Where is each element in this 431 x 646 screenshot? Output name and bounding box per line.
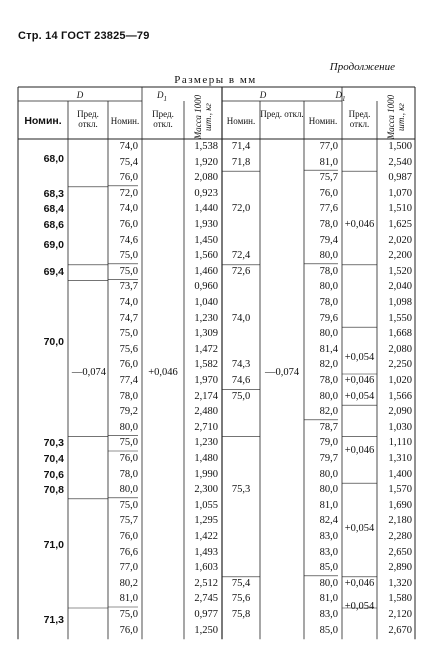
right-d1-tol: +0,054 — [344, 523, 375, 535]
left-d1-nom: 74,0 — [119, 203, 138, 215]
left-d1-nom: 72,0 — [119, 187, 138, 199]
left-d1-nom: 77,4 — [119, 375, 138, 386]
left-d-nom: 70,3 — [43, 437, 64, 450]
right-d1-nom: 80,0 — [319, 250, 338, 262]
left-mass: 2,745 — [194, 593, 218, 605]
left-d1-nom: 81,0 — [119, 593, 138, 605]
header-tol-left: Пред. откл. — [77, 109, 99, 129]
right-d1-nom: 79,0 — [319, 437, 338, 449]
right-d1-tol: +0,046 — [344, 219, 375, 230]
left-d1-nom: 75,0 — [119, 609, 138, 620]
left-d1-nom: 75,4 — [119, 156, 138, 168]
left-mass: 1,055 — [194, 499, 218, 511]
right-mass: 2,090 — [388, 406, 412, 418]
left-mass: 1,230 — [194, 312, 218, 324]
left-mass: 1,480 — [194, 453, 218, 464]
right-d1-nom: 82,0 — [319, 406, 338, 418]
right-mass: 1,400 — [388, 468, 412, 480]
right-d-nom: 72,6 — [231, 265, 251, 277]
left-d1-nom: 75,7 — [119, 515, 138, 527]
left-mass: 1,920 — [194, 156, 218, 168]
right-mass: 2,670 — [388, 624, 412, 636]
left-mass: 2,710 — [194, 421, 218, 433]
left-d-nom: 71,0 — [43, 538, 64, 551]
left-mass: 2,480 — [194, 406, 218, 418]
header-d1nom-right: Номин. — [308, 116, 338, 126]
left-d1-nom: 75,0 — [119, 499, 138, 511]
right-d1-nom: 83,0 — [319, 531, 338, 542]
header-d1tol-right: Пред. откл. — [348, 109, 371, 129]
right-d1-nom: 81,4 — [319, 343, 338, 355]
right-d1-tol: +0,046 — [344, 445, 375, 457]
right-d1-nom: 82,0 — [319, 359, 338, 371]
left-mass: 1,460 — [194, 265, 218, 277]
left-mass: 1,970 — [194, 375, 218, 386]
left-mass: 0,923 — [194, 187, 218, 199]
right-mass: 1,690 — [388, 499, 412, 511]
left-d-tol: —0,074 — [71, 367, 106, 379]
left-mass: 1,440 — [194, 203, 218, 215]
left-d1-nom: 74,0 — [119, 141, 138, 152]
left-mass: 2,080 — [194, 172, 218, 184]
right-d-nom: 72,0 — [231, 203, 251, 215]
right-mass: 1,310 — [388, 453, 412, 464]
right-d1-nom: 78,0 — [319, 219, 338, 230]
left-mass: 1,040 — [194, 297, 218, 308]
right-d-nom: 75,3 — [231, 484, 251, 496]
left-d-nom: 70,0 — [43, 336, 64, 348]
right-d1-nom: 80,0 — [319, 390, 338, 402]
right-mass: 2,280 — [388, 531, 412, 542]
left-d-nom: 69,0 — [43, 239, 64, 252]
right-mass: 2,020 — [388, 234, 412, 246]
left-d1-nom: 77,0 — [119, 562, 138, 574]
right-d1-nom: 81,0 — [319, 499, 338, 511]
left-mass: 1,250 — [194, 624, 218, 636]
right-d1-nom: 81,0 — [319, 593, 338, 605]
header-mass-left: Масса 1000 шт., кг — [193, 94, 213, 140]
left-d1-nom: 76,0 — [119, 219, 138, 230]
left-mass: 1,472 — [194, 343, 218, 355]
left-d-nom: 70,4 — [43, 453, 64, 465]
left-mass: 0,960 — [194, 281, 218, 293]
right-d1-nom: 80,0 — [319, 577, 338, 589]
right-d1-nom: 85,0 — [319, 562, 338, 574]
left-d1-nom: 76,6 — [119, 546, 138, 558]
right-d1-nom: 80,0 — [319, 468, 338, 480]
right-mass: 2,890 — [388, 562, 412, 574]
left-d1-nom: 78,0 — [119, 468, 138, 480]
left-mass: 0,977 — [194, 609, 218, 620]
left-mass: 1,422 — [194, 531, 218, 542]
left-d-nom: 70,6 — [43, 468, 64, 481]
right-d-nom: 75,6 — [231, 593, 251, 605]
right-d-nom: 75,0 — [231, 390, 251, 402]
left-d-nom: 70,8 — [43, 484, 64, 497]
header-d1-right: $D_1$ — [335, 90, 346, 103]
right-mass: 1,566 — [388, 390, 412, 402]
header-d1nom-left: Номин. — [110, 116, 140, 126]
left-d1-nom: 75,0 — [119, 437, 138, 449]
right-d-nom: 74,0 — [231, 312, 251, 324]
right-d1-nom: 80,0 — [319, 281, 338, 293]
units-caption: Размеры в мм — [174, 74, 257, 86]
right-mass: 2,200 — [388, 250, 412, 262]
right-mass: 2,180 — [388, 515, 412, 527]
right-d1-nom: 76,0 — [319, 187, 338, 199]
left-mass: 1,538 — [194, 141, 218, 152]
right-d1-nom: 81,0 — [319, 156, 338, 168]
right-d1-nom: 77,6 — [319, 203, 338, 215]
left-mass: 1,603 — [194, 562, 218, 574]
right-mass: 1,500 — [388, 141, 412, 152]
right-d1-nom: 78,0 — [319, 375, 338, 386]
left-d-nom: 71,3 — [43, 613, 64, 626]
right-mass: 2,040 — [388, 281, 412, 293]
left-mass: 1,493 — [194, 546, 218, 558]
right-mass: 1,320 — [388, 577, 412, 589]
left-d1-nom: 75,6 — [119, 343, 138, 355]
right-d1-nom: 79,6 — [319, 312, 338, 324]
right-mass: 1,625 — [388, 219, 412, 230]
left-d1-nom: 74,0 — [119, 297, 138, 308]
header-d-right: D — [259, 90, 267, 100]
right-d-tol: —0,074 — [264, 367, 300, 379]
right-mass: 1,570 — [388, 484, 412, 496]
left-mass: 1,230 — [194, 437, 218, 449]
left-d1-nom: 80,0 — [119, 421, 138, 433]
right-d-nom: 72,4 — [231, 250, 251, 262]
right-d1-tol: +0,054 — [344, 601, 375, 613]
left-mass: 2,174 — [194, 390, 218, 402]
right-mass: 1,020 — [388, 375, 412, 386]
header-tol-right: Пред. откл. — [260, 109, 304, 119]
right-d-nom: 71,8 — [231, 156, 251, 168]
right-d1-nom: 78,0 — [319, 265, 338, 277]
right-mass: 1,110 — [388, 437, 412, 449]
right-d1-nom: 79,7 — [319, 453, 338, 464]
left-d-nom: 68,6 — [43, 219, 64, 231]
right-d1-nom: 78,7 — [319, 421, 338, 433]
right-d-nom: 75,8 — [231, 609, 251, 620]
right-d-nom: 74,3 — [231, 359, 251, 371]
left-d1-nom: 74,6 — [119, 234, 138, 246]
left-d1-nom: 76,0 — [119, 531, 138, 542]
left-d1-nom: 73,7 — [119, 281, 138, 293]
right-d1-nom: 82,4 — [319, 515, 338, 527]
header-mass-right: Масса 1000 шт., кг — [386, 94, 406, 140]
right-d1-nom: 83,0 — [319, 546, 338, 558]
right-d1-tol: +0,054 — [344, 351, 375, 363]
left-mass: 1,560 — [194, 250, 218, 262]
left-d1-nom: 80,0 — [119, 484, 138, 496]
right-d-nom: 74,6 — [231, 375, 251, 386]
right-mass: 1,520 — [388, 265, 412, 277]
right-d1-nom: 78,0 — [319, 297, 338, 308]
header-nom-left: Номин. — [24, 115, 62, 127]
right-mass: 1,510 — [388, 203, 412, 215]
right-d1-tol: +0,046 — [344, 577, 375, 589]
left-mass: 2,300 — [194, 484, 218, 496]
left-d1-nom: 76,0 — [119, 359, 138, 371]
left-mass: 1,990 — [194, 468, 218, 480]
right-mass: 2,080 — [388, 343, 412, 355]
left-mass: 1,930 — [194, 219, 218, 230]
left-d1-nom: 75,0 — [119, 265, 138, 277]
header-d1tol-left: Пред. откл. — [152, 109, 174, 129]
right-mass: 2,120 — [388, 609, 412, 620]
left-d-nom: 69,4 — [43, 265, 64, 278]
right-d-nom: 71,4 — [231, 141, 251, 152]
left-d1-nom: 80,2 — [119, 577, 138, 589]
left-d1-nom: 76,0 — [119, 172, 138, 184]
right-mass: 0,987 — [388, 172, 412, 184]
right-d1-nom: 79,4 — [319, 234, 338, 246]
left-d-nom: 68,4 — [43, 203, 64, 216]
left-d1-nom: 79,2 — [119, 406, 138, 418]
left-d1-nom: 74,7 — [119, 312, 138, 324]
left-d1-tol: +0,046 — [148, 367, 178, 379]
left-d1-nom: 75,0 — [119, 328, 138, 340]
right-mass: 1,098 — [388, 297, 412, 308]
right-mass: 1,668 — [388, 328, 412, 340]
header-d-left: D — [76, 90, 84, 100]
right-d1-nom: 80,0 — [319, 328, 338, 340]
right-d1-tol: +0,046 — [344, 375, 375, 386]
left-d-nom: 68,3 — [43, 187, 64, 200]
right-d1-nom: 75,7 — [319, 172, 338, 184]
left-mass: 1,450 — [194, 234, 218, 246]
right-d-nom: 75,4 — [231, 577, 251, 589]
left-d1-nom: 75,0 — [119, 250, 138, 262]
left-d1-nom: 76,0 — [119, 624, 138, 636]
header-d1-left: $D_1$ — [157, 90, 167, 103]
page-header: Стр. 14 ГОСТ 23825—79 — [18, 30, 150, 42]
left-d1-nom: 76,0 — [119, 453, 138, 464]
left-mass: 2,512 — [194, 577, 218, 589]
left-mass: 1,295 — [194, 515, 218, 527]
left-d-nom: 68,0 — [43, 153, 64, 166]
right-mass: 1,030 — [388, 421, 412, 433]
left-mass: 1,582 — [194, 359, 218, 371]
right-d1-nom: 77,0 — [319, 141, 338, 152]
left-mass: 1,309 — [194, 328, 218, 340]
right-mass: 2,250 — [388, 359, 412, 371]
header-nom-right: Номин. — [226, 116, 256, 126]
right-mass: 1,070 — [388, 187, 412, 199]
right-d1-nom: 83,0 — [319, 609, 338, 620]
right-d1-nom: 85,0 — [319, 624, 338, 636]
right-mass: 1,580 — [388, 593, 412, 605]
right-d1-nom: 80,0 — [319, 484, 338, 496]
right-d1-tol: +0,054 — [344, 390, 375, 402]
right-mass: 2,650 — [388, 546, 412, 558]
right-mass: 1,550 — [388, 312, 412, 324]
left-d1-nom: 78,0 — [119, 390, 138, 402]
continuation-label: Продолжение — [329, 61, 395, 73]
right-mass: 2,540 — [388, 156, 412, 168]
